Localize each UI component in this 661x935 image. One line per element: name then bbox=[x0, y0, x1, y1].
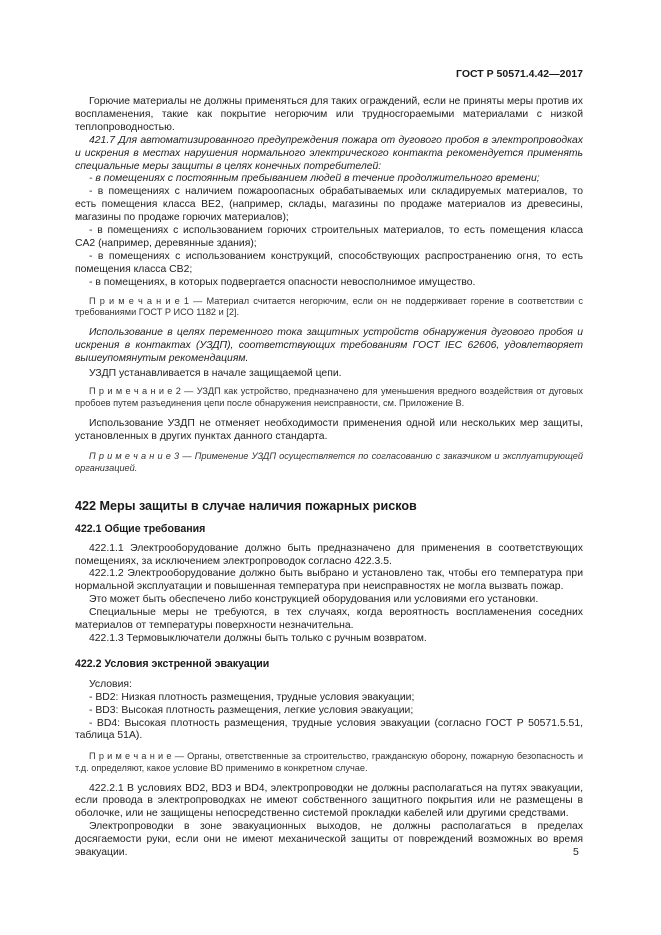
subsection-heading-422-2: 422.2 Условия экстренной эвакуации bbox=[75, 657, 270, 670]
note-label: П р и м е ч а н и е — bbox=[89, 751, 184, 762]
note-label: П р и м е ч а н и е 1 — bbox=[89, 295, 203, 306]
paragraph: Это может быть обеспечено либо конструкцией оборудования или условиями его установки. bbox=[89, 594, 539, 606]
note-2 bbox=[75, 386, 583, 409]
paragraph: Использование УЗДП не отменяет необходимости применения одной или нескольких мер защиты, установленных в других пунктах данного стандарта. bbox=[75, 417, 583, 442]
list-item: - BD3: Высокая плотность размещения, легкие условия эвакуации; bbox=[89, 704, 414, 716]
note-label: П р и м е ч а н и е 3 — bbox=[89, 451, 192, 462]
note-text: Применение УЗДП осуществляется по согласованию с заказчиком и эксплуатирующей организацией. bbox=[75, 451, 583, 473]
page-number: 5 bbox=[573, 846, 579, 858]
paragraph: 422.2.1 В условиях BD2, BD3 и BD4, электропроводки не должны располагаться на путях эвакуации, если провода в электропроводках не имеют собственного защитного покрытия или не размещены в оболочке, или не защищены непосредственно системой прокладки кабелей или другими средствами. bbox=[75, 782, 583, 820]
note-label: П р и м е ч а н и е 2 — bbox=[89, 386, 194, 397]
document-header: ГОСТ Р 50571.4.42—2017 bbox=[456, 68, 583, 80]
paragraph: УЗДП устанавливается в начале защищаемой цепи. bbox=[89, 367, 342, 379]
list-item: - в помещениях с использованием конструкций, способствующих распространению огня, то есть помещения класса CB2; bbox=[75, 250, 583, 275]
note-text: Материал считается негорючим, если он не поддерживает горение в соответствии с требованиями ГОСТ Р ИСО 1182 и [2]. bbox=[75, 295, 583, 318]
paragraph: 422.1.2 Электрооборудование должно быть выбрано и установлено так, чтобы его температура при нормальной эксплуатации и повышенная температура при неисправностях не могла вызвать пожар. bbox=[75, 568, 583, 593]
list-item: - в помещениях с использованием горючих строительных материалов, то есть помещения класса CA2 (например, деревянные здания); bbox=[75, 225, 583, 249]
paragraph: Использование в целях переменного тока защитных устройств обнаружения дугового пробоя и искрения в контактах (УЗДП), соответствующих требованиям ГОСТ IEC 62606, удовлетворяет вышеупомянутым рекомендациям. bbox=[75, 326, 583, 364]
note-4 bbox=[75, 751, 583, 774]
list-item: - в помещениях с наличием пожароопасных обрабатываемых или складируемых материалов, то есть помещения класса BE2, (например, склады, магазины по продаже материалов из древесины, магазины по продаже горючих материалов); bbox=[75, 186, 583, 224]
list-item: - BD2: Низкая плотность размещения, трудные условия эвакуации; bbox=[89, 691, 415, 703]
subsection-heading-422-1: 422.1 Общие требования bbox=[75, 522, 206, 535]
note-text: УЗДП как устройство, предназначено для уменьшения вредного воздействия от дуговых пробоев путем разъединения цепи после обнаружения неисправности, см. Приложение В. bbox=[75, 386, 583, 408]
paragraph-421-7: 421.7 Для автоматизированного предупреждения пожара от дугового пробоя в электропроводках и искрения в местах нарушения нормального электрического контакта рекомендуется применять специальные меры защиты в целях конечных потребителей: bbox=[75, 134, 583, 172]
paragraph: 422.1.1 Электрооборудование должно быть предназначено для применения в соответствующих помещениях, за исключением электропроводок согласно 422.3.5. bbox=[75, 542, 583, 567]
paragraph: Электропроводки в зоне эвакуационных выходов, не должны располагаться в пределах досягаемости руки, если они не имеют механической защиты от повреждений возможных во время эвакуации. bbox=[75, 821, 583, 859]
paragraph: 422.1.3 Термовыключатели должны быть только с ручным возвратом. bbox=[89, 632, 427, 644]
paragraph: Горючие материалы не должны применяться для таких ограждений, если не приняты меры против их воспламенения, такие как покрытие негорючим или трудносгораемыми материалами с низкой теплопроводностью. bbox=[75, 96, 583, 133]
paragraph: Условия: bbox=[89, 678, 132, 690]
section-heading-422: 422 Меры защиты в случае наличия пожарных рисков bbox=[75, 498, 417, 513]
list-item: - BD4: Высокая плотность размещения, трудные условия эвакуации (согласно ГОСТ Р 50571.5.51, таблица 51А). bbox=[75, 717, 583, 742]
note-text: Органы, ответственные за строительство, гражданскую оборону, пожарную безопасность и т.д. определяют, какое условие BD применимо в конкретном случае. bbox=[75, 751, 583, 773]
list-item: - в помещениях с постоянным пребыванием людей в течение продолжительного времени; bbox=[89, 173, 540, 185]
page-content bbox=[75, 96, 583, 860]
note-3 bbox=[75, 451, 583, 474]
list-item: - в помещениях, в которых подвергается опасности невосполнимое имущество. bbox=[89, 276, 476, 288]
paragraph: Специальные меры не требуются, в тех случаях, когда вероятность воспламенения соседних материалов от температуры поверхности незначительна. bbox=[75, 607, 583, 632]
note-1 bbox=[75, 296, 583, 319]
